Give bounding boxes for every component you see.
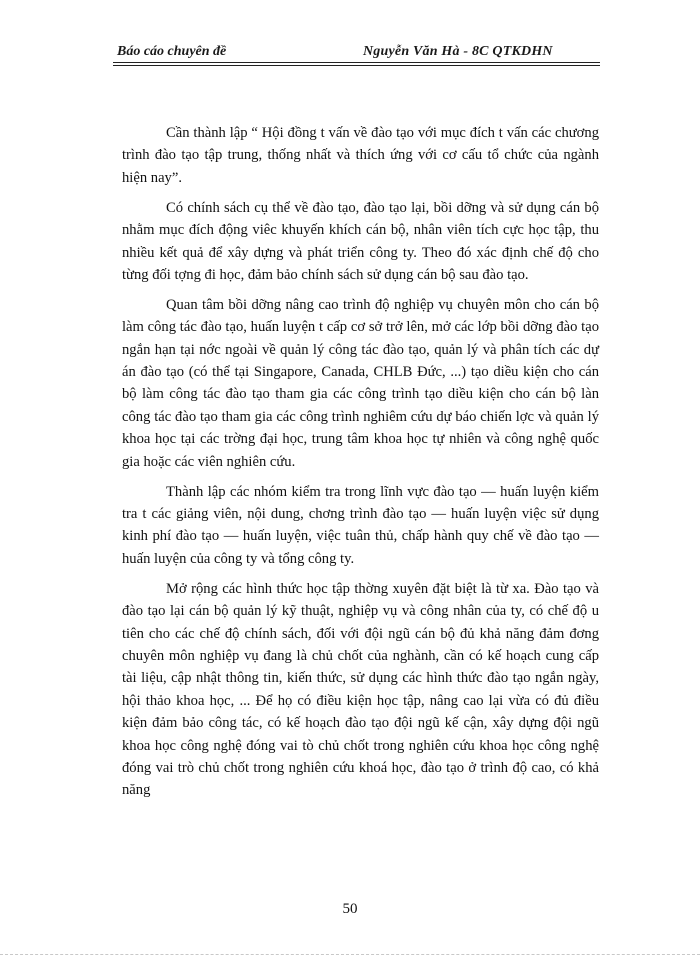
paragraph-3: Quan tâm bồi dỡng nâng cao trình độ nghiệp vụ chuyên môn cho cán bộ làm công tác đào tạo, huấn luyện t cấp cơ sở trở lên, mở các lớp bồi dỡng đào tạo ngắn hạn tại nớc ngoài về quản lý công tác đào tạo, quản lý và phân tích các dự án đào tạo (có thể tại Singapore, Canada, CHLB Đức, ...) tạo diều kiện cho cán bộ làm công tác đào tạo tham gia các công trình tạo diều kiện cho cán bộ làn công tác đào tạo tham gia các công trình nghiêm cứu dự báo chiến lợc và quản lý khoa học tại các trờng đại học, trung tâm khoa học tự nhiên và công nghệ quốc gia hoặc các viên nghiên cứu. <box>122 296 599 470</box>
paragraph-1: Cần thành lập “ Hội đồng t vấn về đào tạo với mục đích t vấn các chương trình đào tạo tập trung, thống nhất và thích ứng với cơ cấu tổ chức của ngành hiện nay”. <box>122 125 599 186</box>
paragraph-4: Thành lập các nhóm kiểm tra trong lĩnh vực đào tạo — huấn luyện kiểm tra t các giảng viên, nội dung, chơng trình đào tạo — huấn luyện việc sử dụng kinh phí đào tạo — huấn luyện, việc tuân thủ, chấp hành quy chế về đào tạo — huấn luyện của công ty và tổng công ty. <box>122 483 599 567</box>
paragraph-2: Có chính sách cụ thể về đào tạo, đào tạo lại, bồi dỡng và sử dụng cán bộ nhằm mục đích động viêc khuyến khích cán bộ, nhân viên tích cực học tập, thu nhiều kết quả để xây dựng và phát triển công ty. Theo đó xác định chế độ cho từng đối tợng đi học, đảm bảo chính sách sử dụng cán bộ sau đào tạo. <box>122 199 599 283</box>
page-bottom-divider <box>0 954 700 955</box>
page-header <box>113 40 600 66</box>
document-body <box>122 122 599 809</box>
header-author: Nguyễn Văn Hà - 8C QTKDHN <box>363 44 553 59</box>
paragraph-5: Mở rộng các hình thức học tập thờng xuyên đặt biệt là từ xa. Đào tạo và đào tạo lại cán bộ quản lý kỹ thuật, nghiệp vụ và công nhân của ty, có chế độ u tiên cho các chế độ chính sách, đối với đội ngũ cán bộ đủ khả năng đảm đơng chuyên môn nghiệp vụ đang là chủ chốt của nghành, cần có kế hoạch cung cấp tài liệu, cập nhật thông tin, kiến thức, sử dụng các hình thức đào tạo ngắn ngày, hội thảo khoa học, ... Để họ có điều kiện học tập, nâng cao lại vừa có đủ điều kiện đảm bảo công tác, có kế hoạch đào tạo đội ngũ kế cận, xây dựng đội ngũ khoa học công nghệ đóng vai tò chủ chốt trong nghiên cứu khoa học công nghệ đóng vai trò chủ chốt trong nghiên cứu khoá học, đào tạo ở trình độ cao, có khả năng <box>122 580 599 799</box>
header-rule <box>113 62 600 63</box>
page-number: 50 <box>342 901 358 917</box>
header-rule-thin <box>113 65 600 66</box>
header-report-title: Báo cáo chuyên đề <box>117 44 227 59</box>
